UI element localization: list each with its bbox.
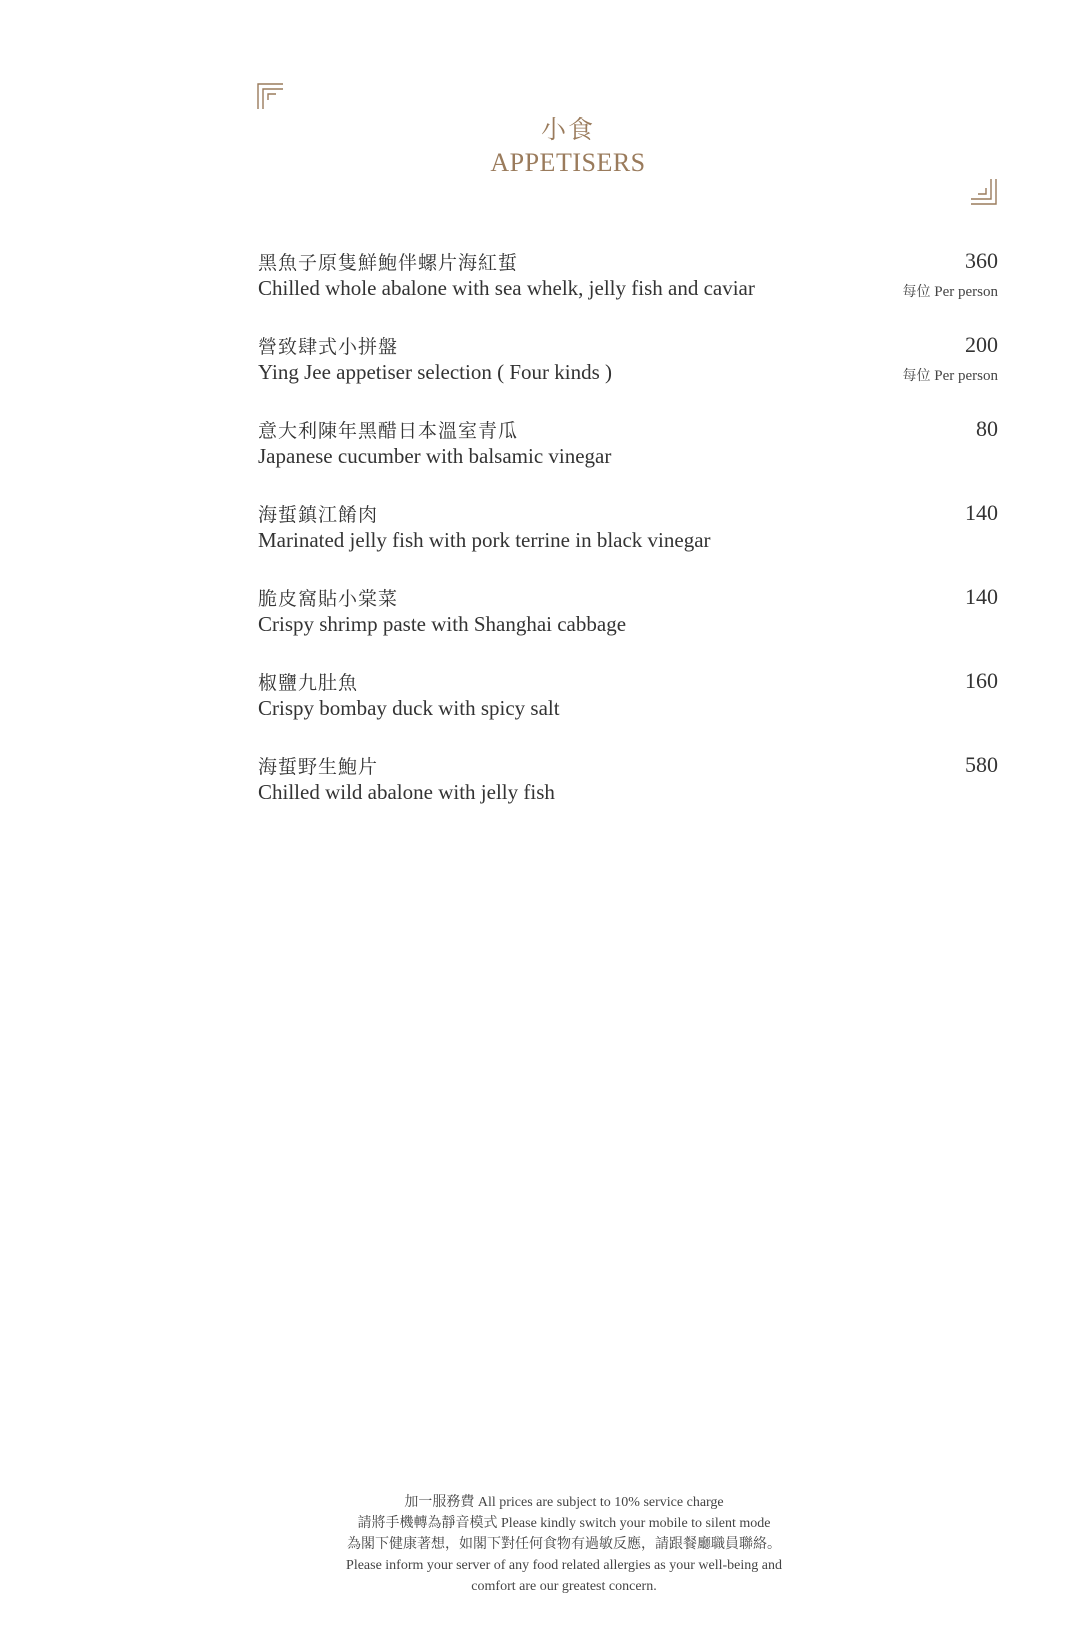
corner-ornament-bottom-right-icon [970,178,998,206]
per-person-en: Per person [934,284,998,300]
dish-name-zh: 椒鹽九肚魚 [258,672,359,694]
dish-name-en: Chilled wild abalone with jelly fish [258,780,555,804]
allergy-note-zh: 為閣下健康著想，如閣下對任何食物有過敏反應，請跟餐廳職員聯絡。 [347,1537,781,1552]
menu-item [258,332,998,416]
dish-name-zh: 黑魚子原隻鮮鮑伴螺片海紅蜇 [258,252,519,274]
menu-item [258,248,998,332]
footer-notes [0,1492,1080,1597]
menu-item [258,752,998,836]
dish-price: 140 [965,584,998,609]
dish-name-zh: 海蜇鎮江餚肉 [258,504,379,526]
dish-price: 200 [965,332,998,357]
dish-name-en: Marinated jelly fish with pork terrine in black vinegar [258,528,711,552]
allergy-note-en-2: comfort are our greatest concern. [471,1579,657,1594]
menu-item [258,500,998,584]
menu-list [258,248,998,836]
section-title-en: APPETISERS [490,148,646,177]
silent-mode-note: 請將手機轉為靜音模式 Please kindly switch your mobile to silent mode [357,1516,771,1531]
dish-name-en: Crispy shrimp paste with Shanghai cabbage [258,612,627,636]
dish-price: 160 [965,668,998,693]
dish-name-en: Crispy bombay duck with spicy salt [258,696,560,720]
menu-item [258,584,998,668]
dish-name-zh: 意大利陳年黑醋日本溫室青瓜 [258,420,519,442]
menu-item [258,416,998,500]
allergy-note-en-1: Please inform your server of any food related allergies as your well-being and [346,1558,782,1573]
per-person-zh: 每位 [902,368,931,384]
dish-name-zh: 脆皮窩貼小棠菜 [258,588,399,610]
per-person-note [903,365,999,385]
service-charge-note: 加一服務費 All prices are subject to 10% service charge [404,1495,724,1510]
menu-item [258,668,998,752]
dish-name-zh: 海蜇野生鮑片 [258,756,379,778]
dish-price: 580 [965,752,998,777]
dish-name-en: Ying Jee appetiser selection ( Four kinds ) [258,360,613,384]
per-person-zh: 每位 [902,284,931,300]
per-person-en: Per person [934,368,998,384]
dish-price: 80 [976,416,998,441]
per-person-note [903,281,999,301]
dish-price: 140 [965,500,998,525]
dish-name-en: Chilled whole abalone with sea whelk, jelly fish and caviar [258,276,755,300]
corner-ornament-top-left-icon [256,82,284,110]
dish-price: 360 [965,248,998,273]
dish-name-zh: 營致肆式小拼盤 [258,336,399,358]
section-title-zh: 小食 [540,115,595,144]
dish-name-en: Japanese cucumber with balsamic vinegar [258,444,612,468]
